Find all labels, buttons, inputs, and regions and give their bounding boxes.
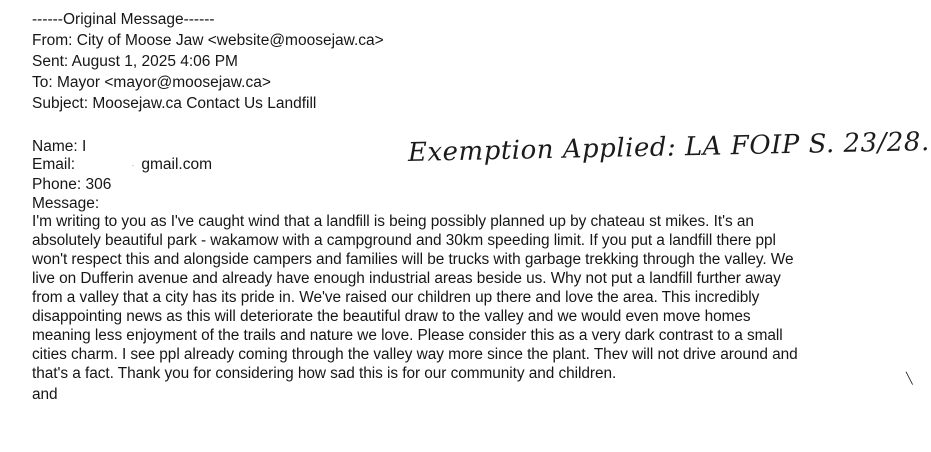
message-line: that's a fact. Thank you for considering how sad this is for our community and children. [32,365,617,382]
phone-line [32,176,111,194]
name-value: I [81,138,87,155]
sent-label: Sent: [32,53,69,70]
scan-speck: ╲ [906,373,913,385]
sent-line [32,53,238,71]
phone-value: 306 [85,176,112,193]
phone-label: Phone: [32,176,82,193]
name-label: Name: [32,138,78,155]
from-label: From: [32,32,73,49]
email-redaction: · [131,160,135,170]
message-line: disappointing news as this will deteriorate the beautiful draw to the valley and we would even move homes [32,308,751,325]
message-line: meaning less enjoyment of the trails and nature we love. Please consider this as a very dark contrast to a small [32,327,783,344]
message-line: and [32,386,58,403]
name-line [32,138,86,156]
sent-value: August 1, 2025 4:06 PM [71,53,238,70]
message-line: live on Dufferin avenue and already have enough industrial areas beside us. Why not put a landfill further away [32,270,781,287]
message-line: I'm writing to you as I've caught wind that a landfill is being possibly planned up by chateau st mikes. It's an [32,213,754,230]
message-line: won't respect this and alongside campers and families will be trucks with garbage trekking through the valley. We [32,251,794,268]
to-value: Mayor <mayor@moosejaw.ca> [57,74,271,91]
message-line: from a valley that a city has its pride in. We've raised our children up there and love the area. This incredibly [32,289,760,306]
from-value: City of Moose Jaw <website@moosejaw.ca> [76,32,384,49]
to-line [32,74,271,92]
to-label: To: [32,74,53,91]
email-label: Email: [32,156,76,174]
subject-label: Subject: [32,95,89,112]
subject-value: Moosejaw.ca Contact Us Landfill [92,95,317,112]
from-line [32,32,384,50]
message-line: cities charm. I see ppl already coming through the valley way more since the plant. Thev will not drive around and [32,346,798,363]
original-message-divider: ------Original Message------ [32,11,215,28]
message-label: Message: [32,195,100,212]
email-line [32,156,212,174]
message-line: absolutely beautiful park - wakamow with a campground and 30km speeding limit. If you put a landfill there ppl [32,232,776,249]
email-value: gmail.com [141,156,213,174]
subject-line [32,95,316,113]
exemption-stamp: Exemption Applied: LA FOIP S. 23/28. [407,127,931,168]
